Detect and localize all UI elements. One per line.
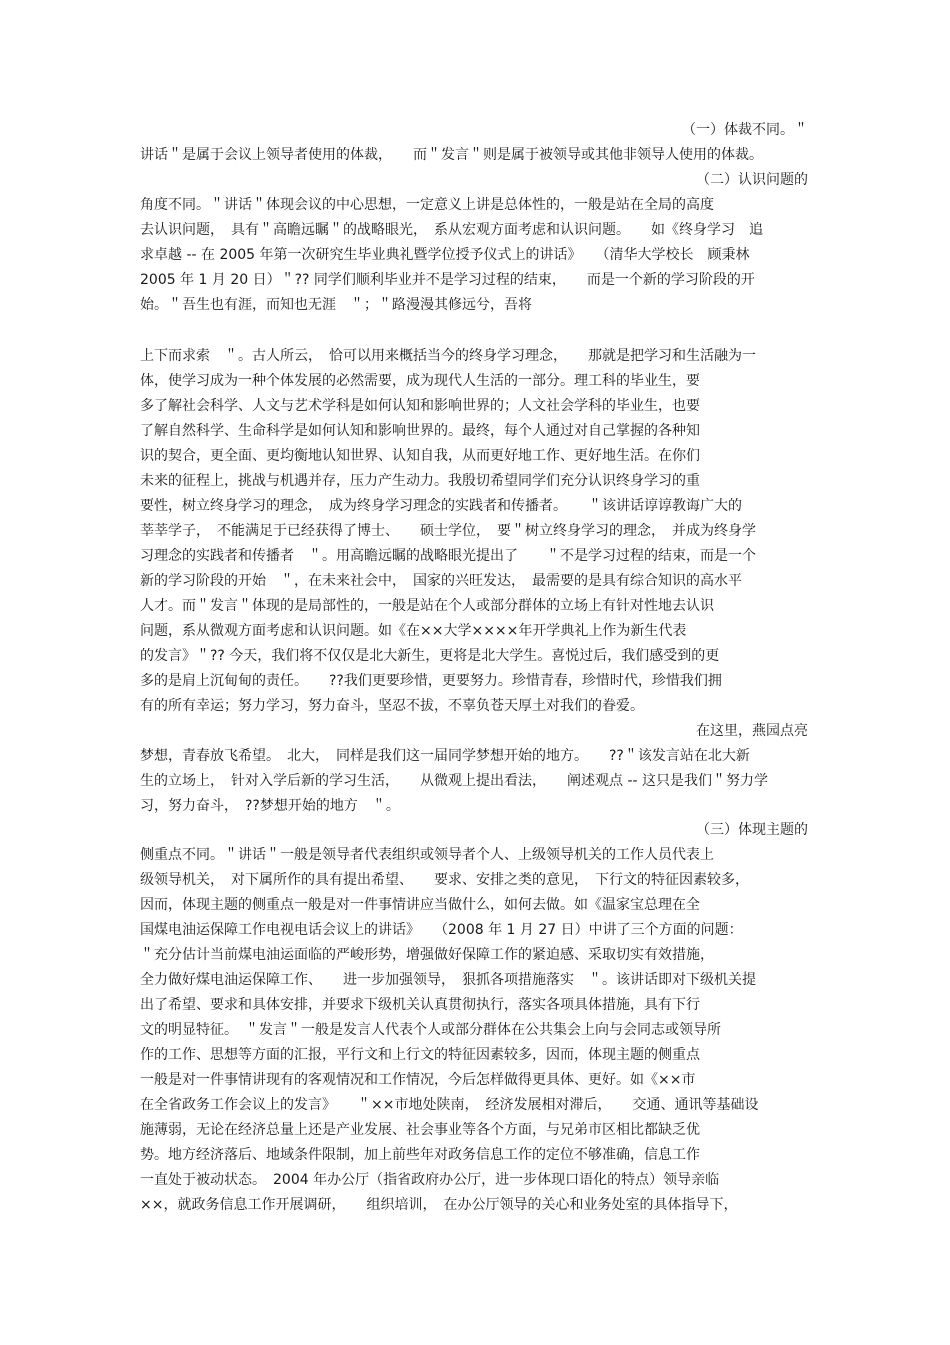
text-line: 的发言》＂?? 今天，我们将不仅仅是北大新生，更将是北大学生。喜悦过后，我们感受到的更 [140, 648, 720, 664]
text-line: 2005 年 1 月 20 日）＂?? 同学们顺利毕业并不是学习过程的结束， 而是一个新的学习阶段的开 [140, 272, 755, 288]
text-line: 侧重点不同。＂讲话＂一般是领导者代表组织或领导者个人、上级领导机关的工作人员代表上 [140, 847, 714, 863]
section-heading-2-line: （二）认识问题的 [696, 172, 808, 188]
text-line: 始。＂吾生也有涯，而知也无涯 ＂；＂路漫漫其修远兮，吾将 [140, 297, 532, 313]
text-line: 了解自然科学、生命科学是如何认知和影响世界的。最终，每个人通过对自己掌握的各种知 [140, 423, 700, 439]
text-line: 有的所有幸运；努力学习，努力奋斗，坚忍不拔，不辜负苍天厚土对我们的眷爱。 [140, 698, 644, 714]
text-line: ＂充分估计当前煤电油运面临的严峻形势，增强做好保障工作的紧迫感、采取切实有效措施， [140, 947, 714, 963]
text-line: 体，使学习成为一种个体发展的必然需要，成为现代人生活的一部分。理工科的毕业生，要 [140, 373, 700, 389]
text-line: 问题，系从微观方面考虑和认识问题。如《在××大学××××年开学典礼上作为新生代表 [140, 623, 687, 639]
text-line: 求卓越 -- 在 2005 年第一次研究生毕业典礼暨学位授予仪式上的讲话》 （清华大学校长 顾秉林 [140, 247, 750, 263]
text-line: 莘莘学子， 不能满足于已经获得了博士、 硕士学位， 要＂树立终身学习的理念， 并成为终身学 [140, 523, 756, 539]
text-line: 一般是对一件事情讲现有的客观情况和工作情况，今后怎样做得更具体、更好。如《××市 [140, 1072, 696, 1088]
text-line: 新的学习阶段的开始 ＂，在未来社会中， 国家的兴旺发达， 最需要的是具有综合知识的高水平 [140, 573, 742, 589]
text-line: 在全省政务工作会议上的发言》 ＂××市地处陕南， 经济发展相对滞后， 交通、通讯等基础设 [140, 1097, 759, 1113]
text-line: 因而，体现主题的侧重点一般是对一件事情讲应当做什么，如何去做。如《温家宝总理在全 [140, 897, 700, 913]
text-line: 施薄弱，无论在经济总量上还是产业发展、社会事业等各个方面，与兄弟市区相比都缺乏优 [140, 1122, 700, 1138]
text-line: 识的契合，更全面、更均衡地认知世界、认知自我，从而更好地工作、更好地生活。在你们 [140, 448, 700, 464]
text-line: ××，就政务信息工作开展调研， 组织培训， 在办公厅领导的关心和业务处室的具体指导下， [140, 1197, 738, 1213]
text-line: 未来的征程上，挑战与机遇并存，压力产生动力。我殷切希望同学们充分认识终身学习的重 [140, 473, 700, 489]
text-line: 国煤电油运保障工作电视电话会议上的讲话》 （2008 年 1 月 27 日）中讲了三个方面的问题： [140, 922, 743, 938]
text-line: 角度不同。＂讲话＂体现会议的中心思想，一定意义上讲是总体性的，一般是站在全局的高度 [140, 197, 714, 213]
text-line: 势。地方经济落后、地域条件限制，加上前些年对政务信息工作的定位不够准确，信息工作 [140, 1147, 700, 1163]
text-line: 在这里，燕园点亮 [696, 723, 808, 739]
text-line: 多了解社会科学、人文与艺术学科是如何认知和影响世界的；人文社会学科的毕业生，也要 [140, 398, 700, 414]
text-line: 习，努力奋斗， ??梦想开始的地方 ＂。 [140, 798, 400, 814]
text-line: 上下而求索 ＂。古人所云， 恰可以用来概括当今的终身学习理念， 那就是把学习和生活融为一 [140, 348, 756, 364]
text-line: 讲话＂是属于会议上领导者使用的体裁， 而＂发言＂则是属于被领导或其他非领导人使用的体裁。 [140, 147, 763, 163]
text-line: 梦想，青春放飞希望。 北大， 同样是我们这一届同学梦想开始的地方。 ??＂该发言站在北大新 [140, 748, 750, 764]
text-line: 去认识问题， 具有＂高瞻远瞩＂的战略眼光， 系从宏观方面考虑和认识问题。 如《终身学习 追 [140, 222, 763, 238]
section-heading-1-line: （一）体裁不同。＂ [682, 122, 808, 138]
text-line: 习理念的实践者和传播者 ＂。用高瞻远瞩的战略眼光提出了 ＂不是学习过程的结束，而是一个 [140, 548, 756, 564]
text-line: 生的立场上， 针对入学后新的学习生活， 从微观上提出看法， 阐述观点 -- 这只是我们＂努力学 [140, 773, 769, 789]
text-line: 级领导机关， 对下属所作的具有提出希望、 要求、安排之类的意见， 下行文的特征因素较多， [140, 872, 749, 888]
text-line: 文的明显特征。 ＂发言＂一般是发言人代表个人或部分群体在公共集会上向与会同志或领导所 [140, 1022, 721, 1038]
text-line: 多的是肩上沉甸甸的责任。 ??我们更要珍惜，更要努力。珍惜青春，珍惜时代，珍惜我们拥 [140, 673, 722, 689]
text-line: 全力做好煤电油运保障工作、 进一步加强领导， 狠抓各项措施落实 ＂。该讲话即对下级机关提 [140, 972, 756, 988]
section-heading-3-line: （三）体现主题的 [696, 822, 808, 838]
text-line: 一直处于被动状态。 2004 年办公厅（指省政府办公厅，进一步体现口语化的特点）领导亲临 [140, 1172, 720, 1188]
text-line: 作的工作、思想等方面的汇报，平行文和上行文的特征因素较多，因而，体现主题的侧重点 [140, 1047, 700, 1063]
text-line: 出了希望、要求和具体安排，并要求下级机关认真贯彻执行，落实各项具体措施，具有下行 [140, 997, 700, 1013]
text-line: 要性，树立终身学习的理念， 成为终身学习理念的实践者和传播者。 ＂该讲话谆谆教诲广大的 [140, 498, 742, 514]
text-line: 人才。而＂发言＂体现的是局部性的，一般是站在个人或部分群体的立场上有针对性地去认识 [140, 598, 714, 614]
